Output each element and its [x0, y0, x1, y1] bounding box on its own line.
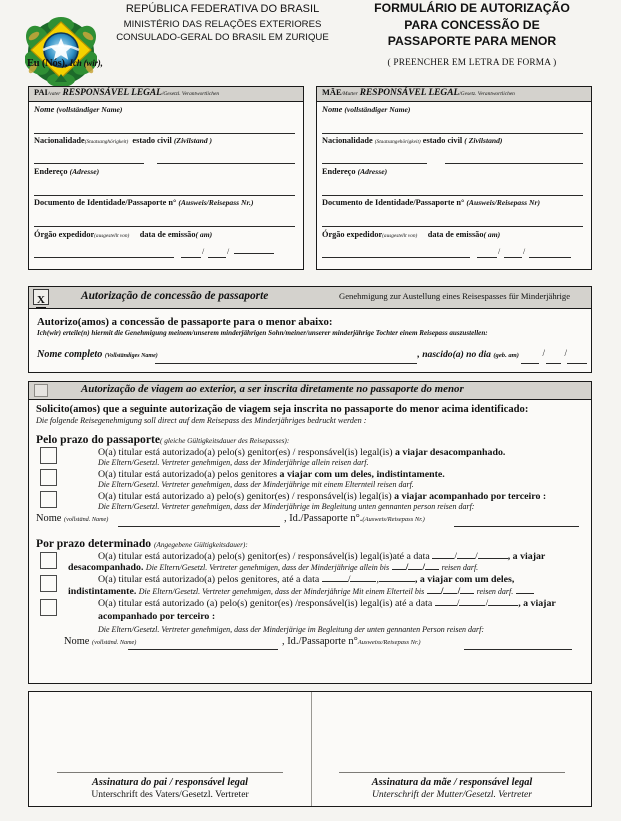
tp2-name-pt: Nome [64, 636, 90, 648]
group-passport-term-title-pt: Pelo prazo do passaporte [36, 432, 160, 446]
option-third-party-fixed-term-text: O(a) titular está autorizado (a) pelo(s) genitor(es) /responsável(is) legal(is) até a data / / , a viajar [98, 598, 556, 610]
opt4-date-month[interactable] [457, 558, 475, 559]
father-address-label-pt: Endereço [34, 167, 68, 176]
tp2-id-de: Ausweiss/Reisepass Nr.) [357, 639, 421, 647]
passport-authorization-title-de: Genehmigung zur Austellung eines Reisespasses für Minderjährige [339, 291, 571, 301]
issuing-authority [100, 2, 345, 45]
father-issuer-label-pt: Órgão expedidor [34, 230, 95, 239]
mother-role-pt: RESPONSÁVEL LEGAL [359, 88, 460, 98]
option-unaccompanied-passport-term-de: Die Eltern/Gesetzl. Vertreter genehmigen, dass der Minderjährige allein reisen darf. [98, 458, 369, 468]
consulate-line: CONSULADO-GERAL DO BRASIL EM ZURIQUE [116, 32, 329, 44]
passport-authorization-section [28, 286, 592, 373]
document-header [0, 0, 621, 84]
option-unaccompanied-fixed-term[interactable] [36, 551, 584, 574]
passport-authorization-title-pt: Autorização de concessão de passaporte [81, 290, 269, 302]
father-name-label-de: (vollständiger Name) [56, 105, 123, 114]
opt4-de-day[interactable] [392, 569, 406, 570]
father-issuer-label-de: (ausgestellt von) [94, 233, 130, 239]
authorize-statement-de: Ich(wir) erteile(n) hiermit die Genehmigung meinem/unserem minderjährigen Sohn/meiner/unserer minderjährige Tochter einem Reisepass auszustellen: [37, 329, 488, 337]
father-signature-label-pt: Assinatura do pai / responsável legal [92, 777, 248, 788]
mother-name-input[interactable] [322, 133, 583, 134]
father-title-pt: PAI [34, 88, 48, 97]
form-title-line1: FORMULÁRIO DE AUTORIZAÇÃO [374, 1, 570, 15]
option-with-one-parent-passport-term-checkbox[interactable] [40, 469, 57, 486]
option-with-one-parent-passport-term-text [98, 469, 584, 480]
option-with-one-parent-fixed-term-cont: indistintamente. Die Eltern/Gesetzl. Vertreter genehmigen, dass der Minderjährige Mit einem Elterteil bis / / reisen darf. [68, 586, 584, 597]
father-address-input[interactable] [34, 195, 295, 196]
mother-box [316, 86, 592, 270]
mother-address-input[interactable] [322, 195, 583, 196]
father-issuer-label [34, 230, 298, 239]
country-line: REPÚBLICA FEDERATIVA DO BRASIL [125, 3, 320, 15]
father-issuedate-label-pt: data de emissão [139, 230, 196, 239]
opt5-de-day[interactable] [427, 593, 441, 594]
minor-birth-day-input[interactable] [521, 363, 539, 364]
option-with-one-parent-fixed-term[interactable] [36, 574, 584, 597]
minor-birth-label-pt: , nascido(a) no dia [417, 349, 491, 360]
mother-issuer-input[interactable] [322, 257, 470, 258]
mother-name-label-de: (vollständiger Name) [344, 105, 411, 114]
mother-issuer-label [322, 230, 586, 239]
passport-authorization-checkbox-mark: X [37, 294, 45, 306]
opt5-de-month[interactable] [443, 593, 457, 594]
mother-signature-label-de: Unterschrift der Mutter/Gesetzl. Vertreter [371, 789, 533, 800]
father-name-input[interactable] [34, 133, 295, 134]
option-third-party-passport-term-text [98, 491, 584, 502]
option-unaccompanied-fixed-term-text: O(a) titular está autorizado(a) pelo(s) genitor(es) / responsável(is) legal(is)até a data / / , a viajar [98, 550, 546, 562]
third-party-id-label-1 [284, 513, 425, 524]
opt2-bold: a viajar com um deles, indistintamente. [279, 468, 445, 480]
minor-name-row [37, 348, 585, 364]
opt5-cont-bold: indistintamente. [68, 586, 137, 598]
father-marital-label-pt: estado civil [132, 136, 172, 145]
authorize-statement-pt: Autorizo(amos) a concessão de passaporte para o menor abaixo: [37, 316, 333, 328]
minor-birth-label [417, 349, 519, 360]
option-unaccompanied-passport-term[interactable] [36, 447, 584, 468]
opt3-plain: O(a) titular está autorizado a) pelo(s) genitor(es) / responsável(is) legal(is) [98, 490, 395, 502]
opt4-reisen-darf: reisen darf. [441, 563, 479, 573]
travel-authorization-bar [29, 382, 591, 400]
father-document-label [34, 198, 298, 207]
form-title-line3: PASSAPORTE PARA MENOR [387, 34, 557, 49]
third-party-name-row-1 [36, 513, 584, 528]
group-fixed-term-title-pt: Por prazo determinado [36, 536, 152, 550]
mother-issuedate-day-input[interactable] [477, 257, 497, 258]
father-issuedate-label-de: ( am) [195, 230, 213, 239]
travel-authorization-body [29, 400, 591, 651]
father-signature-label-de: Unterschrift des Vaters/Gesetzl. Vertreter [91, 789, 249, 800]
opt5-plain: O(a) titular está autorizado(a) pelos genitores, até a data [98, 574, 320, 586]
third-party-id-input-2[interactable] [464, 649, 572, 650]
minor-name-label [37, 349, 158, 360]
brazil-coat-of-arms-icon [25, 16, 97, 86]
father-role-pt: RESPONSÁVEL LEGAL [62, 88, 162, 98]
third-party-name-label-1 [36, 513, 108, 524]
father-marital-input[interactable] [157, 163, 295, 164]
passport-authorization-body [29, 309, 591, 372]
opt5-reisen-darf: reisen darf. [476, 587, 514, 597]
tp1-name-pt: Nome [36, 512, 62, 524]
mother-nationality-label-pt: Nacionalidade [322, 136, 373, 145]
father-nationality-input[interactable] [34, 163, 144, 164]
father-signature-block [33, 772, 307, 800]
third-party-id-label-2 [282, 636, 421, 647]
ministry-line: MINISTÉRIO DAS RELAÇÕES EXTERIORES [123, 18, 322, 30]
group-passport-term-title [36, 433, 584, 446]
opt5-cont-de: Die Eltern/Gesetzl. Vertreter genehmigen, dass der Minderjährige Mit einem Elterteil bis [138, 587, 425, 597]
option-with-one-parent-fixed-term-text: O(a) titular está autorizado(a) pelos genitores, até a data / , , a viajar com um deles, [98, 574, 515, 586]
father-document-label-pt: Documento de Identidade/Passaporte n° [34, 198, 177, 207]
father-signature-line[interactable] [57, 772, 283, 773]
signatures-section [28, 691, 592, 807]
father-role-de: /Gesetzl. Verantwortlichen [161, 91, 220, 97]
opt1-bold: a viajar desacompanhado. [394, 446, 506, 458]
option-third-party-fixed-term[interactable] [36, 598, 584, 634]
group-passport-term-title-de: ( gleiche Gültigkeitsdauer des Reisepasses): [159, 435, 290, 445]
fill-instruction: ( PREENCHER EM LETRA DE FORMA ) [387, 58, 557, 68]
mother-role-de: /Gesetz. Verantwortlichen [459, 91, 515, 97]
mother-signature-line[interactable] [339, 772, 565, 773]
option-with-one-parent-passport-term[interactable] [36, 469, 584, 490]
mother-issuer-label-pt: Órgão expedidor [322, 230, 383, 239]
father-nationality-label-de: (Staatsanghörigkeit) [84, 139, 129, 145]
father-box-title [29, 87, 303, 102]
tp1-name-de: (vollständ. Name) [64, 515, 109, 523]
minor-birth-slash-2: / [564, 348, 567, 358]
group-fixed-term-title-de: (Angegebene Gültigkeitsdauer): [153, 539, 248, 549]
mother-document-input[interactable] [322, 226, 583, 227]
father-date-slash-2: / [227, 247, 230, 256]
passport-authorization-checkbox[interactable] [33, 289, 49, 305]
minor-name-label-de: (Vollständiges Name) [104, 353, 158, 359]
group-fixed-term-title [36, 537, 584, 550]
opt4-plain: O(a) titular está autorizado(a) pelo(s) genitor(es) / responsável(is) legal(is)até a data [98, 550, 430, 562]
option-third-party-passport-term-checkbox[interactable] [40, 491, 57, 508]
father-address-label-de: (Adresse) [69, 167, 100, 176]
minor-name-input[interactable] [155, 363, 417, 364]
mother-title-pt: MÃE [322, 88, 342, 97]
mother-name-label-pt: Nome [322, 105, 343, 114]
mother-date-slash-2: / [523, 247, 526, 256]
father-title-de: /vater [47, 91, 61, 97]
opt6-plain: O(a) titular está autorizado (a) pelo(s) genitor(es) /responsável(is) legal(is) até a data [98, 598, 433, 610]
opt5-de-year[interactable] [460, 593, 474, 594]
minor-birth-slash-1: / [542, 348, 545, 358]
opt5-date-year[interactable] [379, 581, 415, 582]
third-party-name-input-1[interactable] [118, 526, 280, 527]
eu-nos-pt: Eu (Nós), [27, 58, 68, 69]
opt1-plain: O(a) titular está autorizado(a) pelo(s) genitor(es) / responsável(is) legal(is) [98, 446, 395, 458]
signature-divider [311, 692, 312, 806]
mother-signature-block [315, 772, 589, 800]
father-document-input[interactable] [34, 226, 295, 227]
opt4-cont-de: Die Eltern/Gesetzl. Vertreter genehmigen, dass der Minderjährige allein bis [145, 563, 390, 573]
option-third-party-fixed-term-de: Die Eltern/Gesetzl. Vertreter genehmigen, dass der Minderjärige im Begleitung der unten gennanten Person reisen darf: [98, 625, 484, 635]
travel-intro-de: Die folgende Reisegenehmigung soll direct auf dem Reisepass des Minderjähriges bedruckt werden : [36, 415, 367, 425]
opt4-date-day[interactable] [432, 558, 454, 559]
third-party-name-input-2[interactable] [128, 649, 278, 650]
minor-birth-month-input[interactable] [546, 363, 561, 364]
mother-issuedate-label-de: ( am) [483, 230, 501, 239]
opt5-date-month[interactable] [350, 581, 376, 582]
father-address-label [34, 167, 298, 176]
mother-issuedate-label-pt: data de emissão [427, 230, 484, 239]
mother-marital-label-de: ( Zivilstand) [464, 136, 503, 145]
opt4-de-month[interactable] [408, 569, 422, 570]
mother-nationality-label [322, 136, 586, 145]
mother-name-label [322, 105, 586, 114]
tp1-id-de: (Ausweis/Reisepass Nr.) [362, 515, 425, 523]
opt6-date-year[interactable] [488, 605, 518, 606]
opt5-bold-tail: , a viajar com um deles, [414, 574, 515, 586]
tp1-id-pt: , Id./Passaporte n°. [284, 512, 363, 524]
form-title [352, 0, 592, 50]
mother-date-slash-1: / [498, 247, 501, 256]
minor-birth-year-input[interactable] [567, 363, 587, 364]
option-with-one-parent-passport-term-de: Die Eltern/Gesetzl. Vertreter genehmigen, dass der Minderjährige mit einem Elternteil reisen darf. [98, 480, 414, 490]
mother-box-title [317, 87, 591, 102]
father-nationality-label-pt: Nacionalidade [34, 136, 85, 145]
option-unaccompanied-passport-term-checkbox[interactable] [40, 447, 57, 464]
father-date-slash-1: / [202, 247, 205, 256]
opt5-date-day[interactable] [322, 581, 348, 582]
opt5-extra-blank[interactable] [516, 593, 534, 594]
mother-document-label-pt: Documento de Identidade/Passaporte n° [322, 198, 465, 207]
mother-issuedate-month-input[interactable] [504, 257, 522, 258]
father-name-label-pt: Nome [34, 105, 55, 114]
travel-authorization-section [28, 381, 592, 684]
option-third-party-fixed-term-checkbox[interactable] [40, 599, 57, 616]
mother-address-label [322, 167, 586, 176]
father-issuedate-day-input[interactable] [181, 257, 201, 258]
mother-nationality-input[interactable] [322, 163, 427, 164]
opt6-bold-tail: , a viajar [518, 598, 556, 610]
mother-nationality-label-de: (Staatsangehörigkeit) [374, 139, 421, 145]
option-third-party-passport-term[interactable] [36, 491, 584, 512]
option-unaccompanied-fixed-term-checkbox[interactable] [40, 552, 57, 569]
opt4-bold-tail: , a viajar [507, 550, 546, 562]
mother-document-label [322, 198, 586, 207]
opt6-date-day[interactable] [435, 605, 457, 606]
option-third-party-passport-term-de: Die Eltern/Gesetzl. Vertreter genehmigen, dass der Minderjährige im Begleitung unten gennanten person reisen darf: [98, 502, 475, 512]
opt4-cont-bold: desacompanhado. [68, 562, 144, 574]
mother-marital-input[interactable] [445, 163, 583, 164]
tp2-id-pt: , Id./Passaporte n° [282, 636, 358, 648]
father-box [28, 86, 304, 270]
third-party-name-row-2 [64, 636, 584, 651]
mother-issuedate-year-input[interactable] [529, 257, 571, 258]
opt6-date-month[interactable] [459, 605, 485, 606]
parents-section [28, 86, 592, 270]
eu-nos-label [27, 58, 103, 69]
father-nationality-label [34, 136, 298, 145]
minor-name-label-pt: Nome completo [37, 349, 103, 360]
eu-nos-de: Ich (wir), [69, 58, 103, 68]
father-issuedate-year-input[interactable] [234, 253, 274, 254]
form-title-line2: PARA CONCESSÃO DE [404, 17, 540, 32]
opt3-bold: a viajar acompanhado por terceiro : [394, 490, 547, 502]
father-marital-label-de: (Zivilstand ) [173, 136, 213, 145]
mother-address-label-pt: Endereço [322, 167, 356, 176]
option-unaccompanied-fixed-term-cont: desacompanhado. Die Eltern/Gesetzl. Vertreter genehmigen, dass der Minderjährige allein bis / / reisen darf. [68, 562, 479, 574]
opt4-date-year[interactable] [478, 558, 508, 559]
third-party-name-label-2 [64, 636, 136, 647]
third-party-id-input-1[interactable] [454, 526, 579, 527]
tp2-name-de: (vollständ. Name) [92, 639, 137, 647]
option-with-one-parent-fixed-term-checkbox[interactable] [40, 575, 57, 592]
mother-title-de: /Mutter [341, 91, 358, 97]
option-third-party-fixed-term-cont: acompanhado por terceiro : [98, 611, 216, 623]
travel-authorization-title-pt: Autorização de viagem ao exterior, a ser inscrita diretamente no passaporte do menor [81, 383, 464, 395]
option-unaccompanied-passport-term-text [98, 447, 584, 458]
mother-issuer-label-de: (ausgestellt von) [382, 233, 418, 239]
father-issuedate-month-input[interactable] [208, 257, 226, 258]
mother-address-label-de: (Adresse) [357, 167, 388, 176]
mother-signature-label-pt: Assinatura da mãe / responsável legal [371, 777, 533, 788]
passport-authorization-bar [29, 287, 591, 309]
father-issuer-input[interactable] [34, 257, 174, 258]
father-document-label-de: (Ausweis/Reisepass Nr.) [178, 198, 254, 207]
father-name-label [34, 105, 298, 114]
opt2-plain: O(a) titular está autorizado(a) pelos genitores [98, 468, 280, 480]
minor-birth-label-de: (geb. am) [493, 352, 519, 359]
opt4-de-year[interactable] [425, 569, 439, 570]
travel-authorization-checkbox[interactable] [34, 384, 48, 397]
mother-marital-label-pt: estado civil [422, 136, 463, 145]
mother-document-label-de: (Ausweis/Reisepass Nr) [466, 198, 540, 207]
travel-intro-pt: Solicito(amos) que a seguinte autorização de viagem seja inscrita no passaporte do menor acima identificado: [36, 404, 529, 415]
